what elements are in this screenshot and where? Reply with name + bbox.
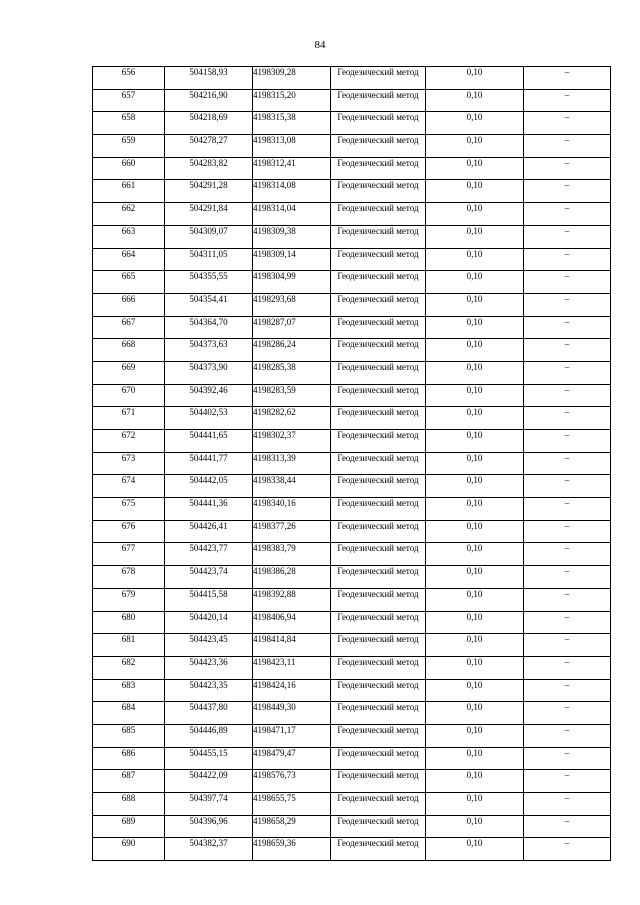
method-cell: Геодезический метод xyxy=(331,724,426,747)
accuracy-cell: 0,10 xyxy=(426,339,524,362)
x-coordinate-cell: 504437,80 xyxy=(165,702,253,725)
x-coordinate-cell: 504423,74 xyxy=(165,566,253,589)
y-coordinate-cell: 4198285,38 xyxy=(253,361,331,384)
note-cell: – xyxy=(524,588,611,611)
note-cell: – xyxy=(524,747,611,770)
method-cell: Геодезический метод xyxy=(331,89,426,112)
accuracy-cell: 0,10 xyxy=(426,588,524,611)
note-cell: – xyxy=(524,770,611,793)
y-coordinate-cell: 4198658,29 xyxy=(253,815,331,838)
point-number-cell: 675 xyxy=(93,498,165,521)
method-cell: Геодезический метод xyxy=(331,498,426,521)
x-coordinate-cell: 504382,37 xyxy=(165,838,253,861)
y-coordinate-cell: 4198313,39 xyxy=(253,452,331,475)
point-number-cell: 659 xyxy=(93,135,165,158)
accuracy-cell: 0,10 xyxy=(426,452,524,475)
accuracy-cell: 0,10 xyxy=(426,498,524,521)
method-cell: Геодезический метод xyxy=(331,248,426,271)
y-coordinate-cell: 4198386,28 xyxy=(253,566,331,589)
note-cell: – xyxy=(524,339,611,362)
y-coordinate-cell: 4198309,38 xyxy=(253,225,331,248)
accuracy-cell: 0,10 xyxy=(426,293,524,316)
accuracy-cell: 0,10 xyxy=(426,793,524,816)
note-cell: – xyxy=(524,566,611,589)
table-row xyxy=(93,566,611,589)
point-number-cell: 665 xyxy=(93,271,165,294)
table-row xyxy=(93,225,611,248)
table-row xyxy=(93,702,611,725)
note-cell: – xyxy=(524,135,611,158)
point-number-cell: 680 xyxy=(93,611,165,634)
accuracy-cell: 0,10 xyxy=(426,384,524,407)
y-coordinate-cell: 4198383,79 xyxy=(253,543,331,566)
table-row xyxy=(93,747,611,770)
point-number-cell: 668 xyxy=(93,339,165,362)
table-row xyxy=(93,112,611,135)
accuracy-cell: 0,10 xyxy=(426,89,524,112)
y-coordinate-cell: 4198338,44 xyxy=(253,475,331,498)
note-cell: – xyxy=(524,384,611,407)
y-coordinate-cell: 4198414,84 xyxy=(253,634,331,657)
y-coordinate-cell: 4198312,41 xyxy=(253,157,331,180)
point-number-cell: 658 xyxy=(93,112,165,135)
point-number-cell: 683 xyxy=(93,679,165,702)
note-cell: – xyxy=(524,157,611,180)
x-coordinate-cell: 504283,82 xyxy=(165,157,253,180)
note-cell: – xyxy=(524,634,611,657)
y-coordinate-cell: 4198659,36 xyxy=(253,838,331,861)
method-cell: Геодезический метод xyxy=(331,180,426,203)
table-body xyxy=(93,67,611,861)
x-coordinate-cell: 504420,14 xyxy=(165,611,253,634)
table-row xyxy=(93,271,611,294)
y-coordinate-cell: 4198313,08 xyxy=(253,135,331,158)
y-coordinate-cell: 4198377,26 xyxy=(253,520,331,543)
method-cell: Геодезический метод xyxy=(331,339,426,362)
point-number-cell: 690 xyxy=(93,838,165,861)
table-row xyxy=(93,611,611,634)
y-coordinate-cell: 4198315,38 xyxy=(253,112,331,135)
x-coordinate-cell: 504311,05 xyxy=(165,248,253,271)
note-cell: – xyxy=(524,248,611,271)
accuracy-cell: 0,10 xyxy=(426,543,524,566)
method-cell: Геодезический метод xyxy=(331,770,426,793)
table-row xyxy=(93,67,611,90)
method-cell: Геодезический метод xyxy=(331,225,426,248)
table-row xyxy=(93,475,611,498)
point-number-cell: 687 xyxy=(93,770,165,793)
table-row xyxy=(93,361,611,384)
x-coordinate-cell: 504278,27 xyxy=(165,135,253,158)
method-cell: Геодезический метод xyxy=(331,838,426,861)
point-number-cell: 684 xyxy=(93,702,165,725)
x-coordinate-cell: 504441,36 xyxy=(165,498,253,521)
accuracy-cell: 0,10 xyxy=(426,203,524,226)
x-coordinate-cell: 504158,93 xyxy=(165,67,253,90)
point-number-cell: 672 xyxy=(93,430,165,453)
point-number-cell: 656 xyxy=(93,67,165,90)
method-cell: Геодезический метод xyxy=(331,679,426,702)
method-cell: Геодезический метод xyxy=(331,293,426,316)
y-coordinate-cell: 4198406,94 xyxy=(253,611,331,634)
accuracy-cell: 0,10 xyxy=(426,67,524,90)
x-coordinate-cell: 504423,35 xyxy=(165,679,253,702)
accuracy-cell: 0,10 xyxy=(426,225,524,248)
method-cell: Геодезический метод xyxy=(331,67,426,90)
table-row xyxy=(93,838,611,861)
table-row xyxy=(93,89,611,112)
y-coordinate-cell: 4198449,30 xyxy=(253,702,331,725)
x-coordinate-cell: 504442,05 xyxy=(165,475,253,498)
y-coordinate-cell: 4198576,73 xyxy=(253,770,331,793)
table-row xyxy=(93,452,611,475)
x-coordinate-cell: 504446,89 xyxy=(165,724,253,747)
x-coordinate-cell: 504364,70 xyxy=(165,316,253,339)
accuracy-cell: 0,10 xyxy=(426,838,524,861)
method-cell: Геодезический метод xyxy=(331,361,426,384)
method-cell: Геодезический метод xyxy=(331,384,426,407)
point-number-cell: 663 xyxy=(93,225,165,248)
note-cell: – xyxy=(524,316,611,339)
table-row xyxy=(93,815,611,838)
y-coordinate-cell: 4198314,08 xyxy=(253,180,331,203)
table-row xyxy=(93,203,611,226)
x-coordinate-cell: 504397,74 xyxy=(165,793,253,816)
note-cell: – xyxy=(524,452,611,475)
table-row xyxy=(93,656,611,679)
accuracy-cell: 0,10 xyxy=(426,180,524,203)
note-cell: – xyxy=(524,430,611,453)
point-number-cell: 666 xyxy=(93,293,165,316)
table-row xyxy=(93,407,611,430)
method-cell: Геодезический метод xyxy=(331,566,426,589)
note-cell: – xyxy=(524,271,611,294)
note-cell: – xyxy=(524,225,611,248)
x-coordinate-cell: 504426,41 xyxy=(165,520,253,543)
point-number-cell: 671 xyxy=(93,407,165,430)
note-cell: – xyxy=(524,679,611,702)
note-cell: – xyxy=(524,611,611,634)
y-coordinate-cell: 4198302,37 xyxy=(253,430,331,453)
y-coordinate-cell: 4198286,24 xyxy=(253,339,331,362)
point-number-cell: 685 xyxy=(93,724,165,747)
table-row xyxy=(93,634,611,657)
x-coordinate-cell: 504291,28 xyxy=(165,180,253,203)
method-cell: Геодезический метод xyxy=(331,316,426,339)
method-cell: Геодезический метод xyxy=(331,271,426,294)
note-cell: – xyxy=(524,724,611,747)
y-coordinate-cell: 4198315,20 xyxy=(253,89,331,112)
y-coordinate-cell: 4198655,75 xyxy=(253,793,331,816)
table-row xyxy=(93,339,611,362)
x-coordinate-cell: 504373,90 xyxy=(165,361,253,384)
method-cell: Геодезический метод xyxy=(331,203,426,226)
method-cell: Геодезический метод xyxy=(331,520,426,543)
method-cell: Геодезический метод xyxy=(331,430,426,453)
method-cell: Геодезический метод xyxy=(331,611,426,634)
note-cell: – xyxy=(524,520,611,543)
x-coordinate-cell: 504396,96 xyxy=(165,815,253,838)
table-row xyxy=(93,543,611,566)
note-cell: – xyxy=(524,112,611,135)
point-number-cell: 661 xyxy=(93,180,165,203)
accuracy-cell: 0,10 xyxy=(426,430,524,453)
y-coordinate-cell: 4198309,14 xyxy=(253,248,331,271)
x-coordinate-cell: 504216,90 xyxy=(165,89,253,112)
x-coordinate-cell: 504354,41 xyxy=(165,293,253,316)
accuracy-cell: 0,10 xyxy=(426,611,524,634)
point-number-cell: 688 xyxy=(93,793,165,816)
note-cell: – xyxy=(524,543,611,566)
table-row xyxy=(93,588,611,611)
x-coordinate-cell: 504392,46 xyxy=(165,384,253,407)
x-coordinate-cell: 504455,15 xyxy=(165,747,253,770)
x-coordinate-cell: 504423,77 xyxy=(165,543,253,566)
accuracy-cell: 0,10 xyxy=(426,656,524,679)
x-coordinate-cell: 504291,84 xyxy=(165,203,253,226)
table-row xyxy=(93,793,611,816)
method-cell: Геодезический метод xyxy=(331,747,426,770)
note-cell: – xyxy=(524,407,611,430)
point-number-cell: 682 xyxy=(93,656,165,679)
point-number-cell: 689 xyxy=(93,815,165,838)
table-row xyxy=(93,293,611,316)
point-number-cell: 686 xyxy=(93,747,165,770)
method-cell: Геодезический метод xyxy=(331,475,426,498)
method-cell: Геодезический метод xyxy=(331,135,426,158)
point-number-cell: 669 xyxy=(93,361,165,384)
note-cell: – xyxy=(524,656,611,679)
y-coordinate-cell: 4198283,59 xyxy=(253,384,331,407)
note-cell: – xyxy=(524,838,611,861)
accuracy-cell: 0,10 xyxy=(426,815,524,838)
x-coordinate-cell: 504422,09 xyxy=(165,770,253,793)
point-number-cell: 676 xyxy=(93,520,165,543)
accuracy-cell: 0,10 xyxy=(426,248,524,271)
point-number-cell: 660 xyxy=(93,157,165,180)
note-cell: – xyxy=(524,815,611,838)
point-number-cell: 677 xyxy=(93,543,165,566)
table-row xyxy=(93,135,611,158)
point-number-cell: 664 xyxy=(93,248,165,271)
x-coordinate-cell: 504441,77 xyxy=(165,452,253,475)
x-coordinate-cell: 504441,65 xyxy=(165,430,253,453)
table-row xyxy=(93,770,611,793)
accuracy-cell: 0,10 xyxy=(426,520,524,543)
x-coordinate-cell: 504415,58 xyxy=(165,588,253,611)
accuracy-cell: 0,10 xyxy=(426,475,524,498)
y-coordinate-cell: 4198392,88 xyxy=(253,588,331,611)
point-number-cell: 678 xyxy=(93,566,165,589)
page-number: 84 xyxy=(314,39,326,51)
accuracy-cell: 0,10 xyxy=(426,135,524,158)
table-row xyxy=(93,724,611,747)
note-cell: – xyxy=(524,475,611,498)
method-cell: Геодезический метод xyxy=(331,452,426,475)
method-cell: Геодезический метод xyxy=(331,634,426,657)
point-number-cell: 681 xyxy=(93,634,165,657)
note-cell: – xyxy=(524,67,611,90)
accuracy-cell: 0,10 xyxy=(426,112,524,135)
accuracy-cell: 0,10 xyxy=(426,271,524,294)
y-coordinate-cell: 4198304,99 xyxy=(253,271,331,294)
accuracy-cell: 0,10 xyxy=(426,407,524,430)
accuracy-cell: 0,10 xyxy=(426,361,524,384)
coordinates-table xyxy=(92,66,611,861)
table-row xyxy=(93,316,611,339)
table-row xyxy=(93,430,611,453)
x-coordinate-cell: 504218,69 xyxy=(165,112,253,135)
note-cell: – xyxy=(524,180,611,203)
y-coordinate-cell: 4198340,16 xyxy=(253,498,331,521)
x-coordinate-cell: 504402,53 xyxy=(165,407,253,430)
method-cell: Геодезический метод xyxy=(331,407,426,430)
point-number-cell: 662 xyxy=(93,203,165,226)
method-cell: Геодезический метод xyxy=(331,543,426,566)
accuracy-cell: 0,10 xyxy=(426,702,524,725)
note-cell: – xyxy=(524,293,611,316)
note-cell: – xyxy=(524,702,611,725)
method-cell: Геодезический метод xyxy=(331,793,426,816)
y-coordinate-cell: 4198424,16 xyxy=(253,679,331,702)
y-coordinate-cell: 4198314,04 xyxy=(253,203,331,226)
accuracy-cell: 0,10 xyxy=(426,566,524,589)
accuracy-cell: 0,10 xyxy=(426,679,524,702)
note-cell: – xyxy=(524,498,611,521)
note-cell: – xyxy=(524,361,611,384)
y-coordinate-cell: 4198309,28 xyxy=(253,67,331,90)
method-cell: Геодезический метод xyxy=(331,656,426,679)
note-cell: – xyxy=(524,793,611,816)
point-number-cell: 667 xyxy=(93,316,165,339)
table-row xyxy=(93,384,611,407)
point-number-cell: 657 xyxy=(93,89,165,112)
note-cell: – xyxy=(524,203,611,226)
method-cell: Геодезический метод xyxy=(331,815,426,838)
table-row xyxy=(93,679,611,702)
x-coordinate-cell: 504309,07 xyxy=(165,225,253,248)
accuracy-cell: 0,10 xyxy=(426,747,524,770)
note-cell: – xyxy=(524,89,611,112)
y-coordinate-cell: 4198423,11 xyxy=(253,656,331,679)
accuracy-cell: 0,10 xyxy=(426,316,524,339)
y-coordinate-cell: 4198293,68 xyxy=(253,293,331,316)
table-row xyxy=(93,157,611,180)
x-coordinate-cell: 504373,63 xyxy=(165,339,253,362)
method-cell: Геодезический метод xyxy=(331,702,426,725)
table-row xyxy=(93,248,611,271)
point-number-cell: 674 xyxy=(93,475,165,498)
method-cell: Геодезический метод xyxy=(331,588,426,611)
y-coordinate-cell: 4198287,07 xyxy=(253,316,331,339)
accuracy-cell: 0,10 xyxy=(426,724,524,747)
accuracy-cell: 0,10 xyxy=(426,770,524,793)
y-coordinate-cell: 4198471,17 xyxy=(253,724,331,747)
method-cell: Геодезический метод xyxy=(331,157,426,180)
point-number-cell: 673 xyxy=(93,452,165,475)
y-coordinate-cell: 4198479,47 xyxy=(253,747,331,770)
x-coordinate-cell: 504423,36 xyxy=(165,656,253,679)
accuracy-cell: 0,10 xyxy=(426,634,524,657)
point-number-cell: 670 xyxy=(93,384,165,407)
table-row xyxy=(93,180,611,203)
accuracy-cell: 0,10 xyxy=(426,157,524,180)
method-cell: Геодезический метод xyxy=(331,112,426,135)
x-coordinate-cell: 504423,45 xyxy=(165,634,253,657)
point-number-cell: 679 xyxy=(93,588,165,611)
y-coordinate-cell: 4198282,62 xyxy=(253,407,331,430)
table-row xyxy=(93,520,611,543)
table-row xyxy=(93,498,611,521)
x-coordinate-cell: 504355,55 xyxy=(165,271,253,294)
